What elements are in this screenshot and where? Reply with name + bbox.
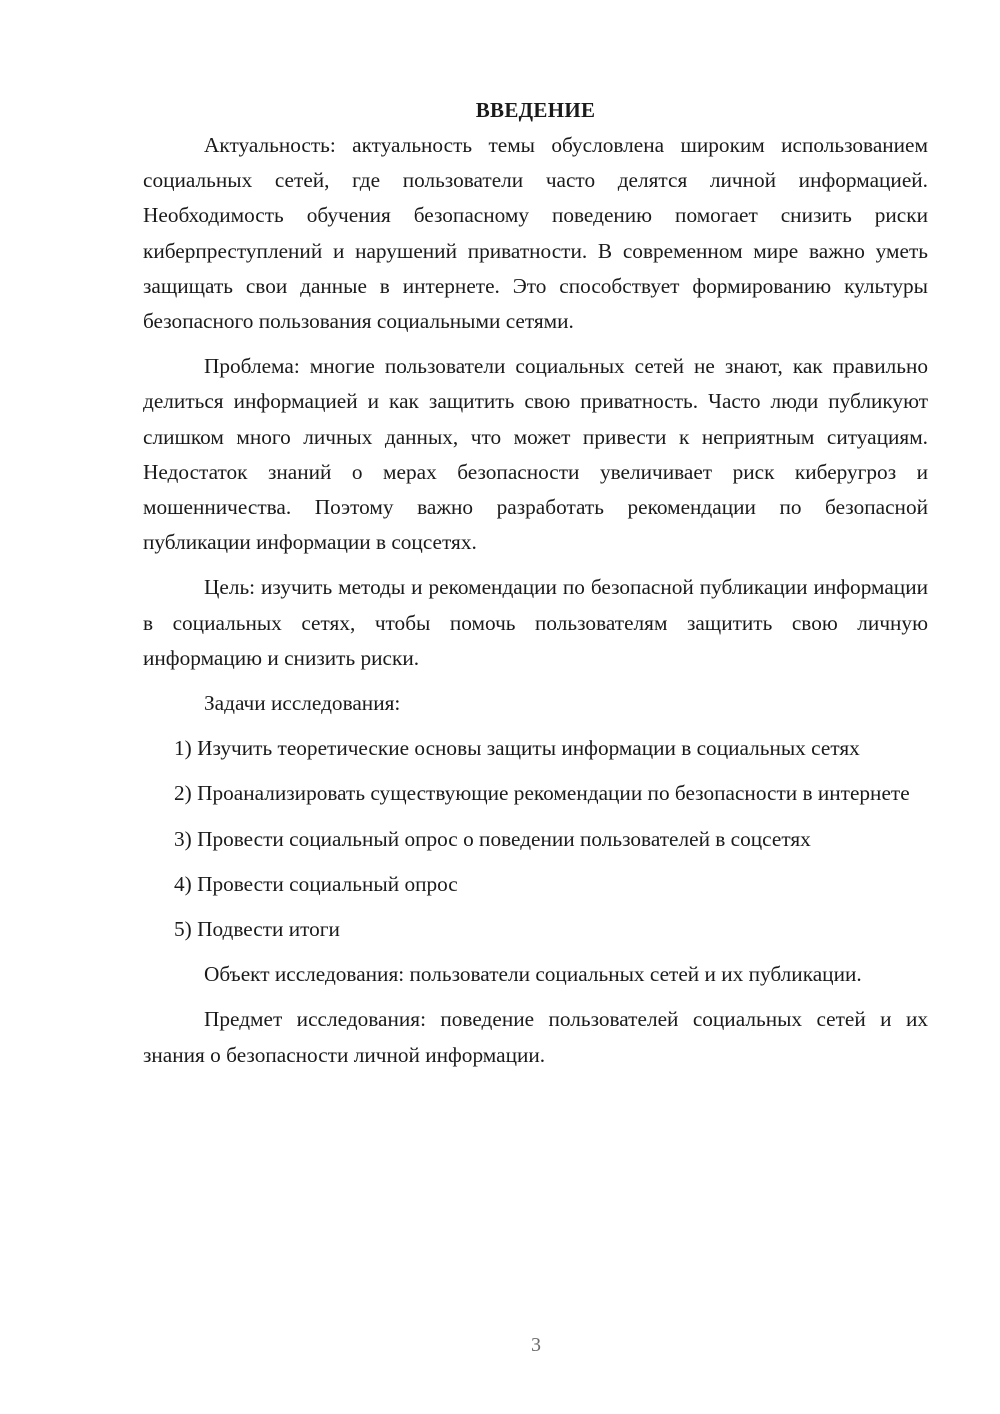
page-content — [143, 93, 928, 1083]
paragraph-subject: Предмет исследования: поведение пользователей социальных сетей и их знания о безопасности личной информации. — [143, 1007, 928, 1067]
paragraph-relevance: Актуальность: актуальность темы обусловлена широким использованием социальных сетей, где пользователи часто делятся личной информацией. Необходимость обучения безопасному поведению помогает снизить риски киберпреступлений и нарушений приватности. В современном мире важно уметь защищать свои данные в интернете. Это способствует формированию культуры безопасного пользования социальными сетями. — [143, 133, 928, 334]
paragraph-goal: Цель: изучить методы и рекомендации по безопасной публикации информации в социальных сетях, чтобы помочь пользователям защитить свою личную информацию и снизить риски. — [143, 575, 928, 670]
list-item-task-3: 3) Провести социальный опрос о поведении пользователей в соцсетях — [174, 826, 811, 851]
list-item-task-4: 4) Провести социальный опрос — [174, 871, 458, 896]
paragraph-object: Объект исследования: пользователи социальных сетей и их публикации. — [204, 962, 862, 987]
page-title: ВВЕДЕНИЕ — [475, 98, 596, 122]
list-item-task-2: 2) Проанализировать существующие рекомендации по безопасности в интернете — [174, 781, 910, 806]
tasks-heading: Задачи исследования: — [204, 691, 401, 716]
paragraph-problem: Проблема: многие пользователи социальных сетей не знают, как правильно делиться информацией и как защитить свою приватность. Часто люди публикуют слишком много личных данных, что может привести к неприятным ситуациям. Недостаток знаний о мерах безопасности увеличивает риск киберугроз и мошенничества. Поэтому важно разработать рекомендации по безопасной публикации информации в соцсетях. — [143, 354, 928, 555]
list-item-task-5: 5) Подвести итоги — [174, 917, 340, 942]
list-item-task-1: 1) Изучить теоретические основы защиты информации в социальных сетях — [174, 736, 860, 761]
page-number: 3 — [531, 1334, 541, 1356]
